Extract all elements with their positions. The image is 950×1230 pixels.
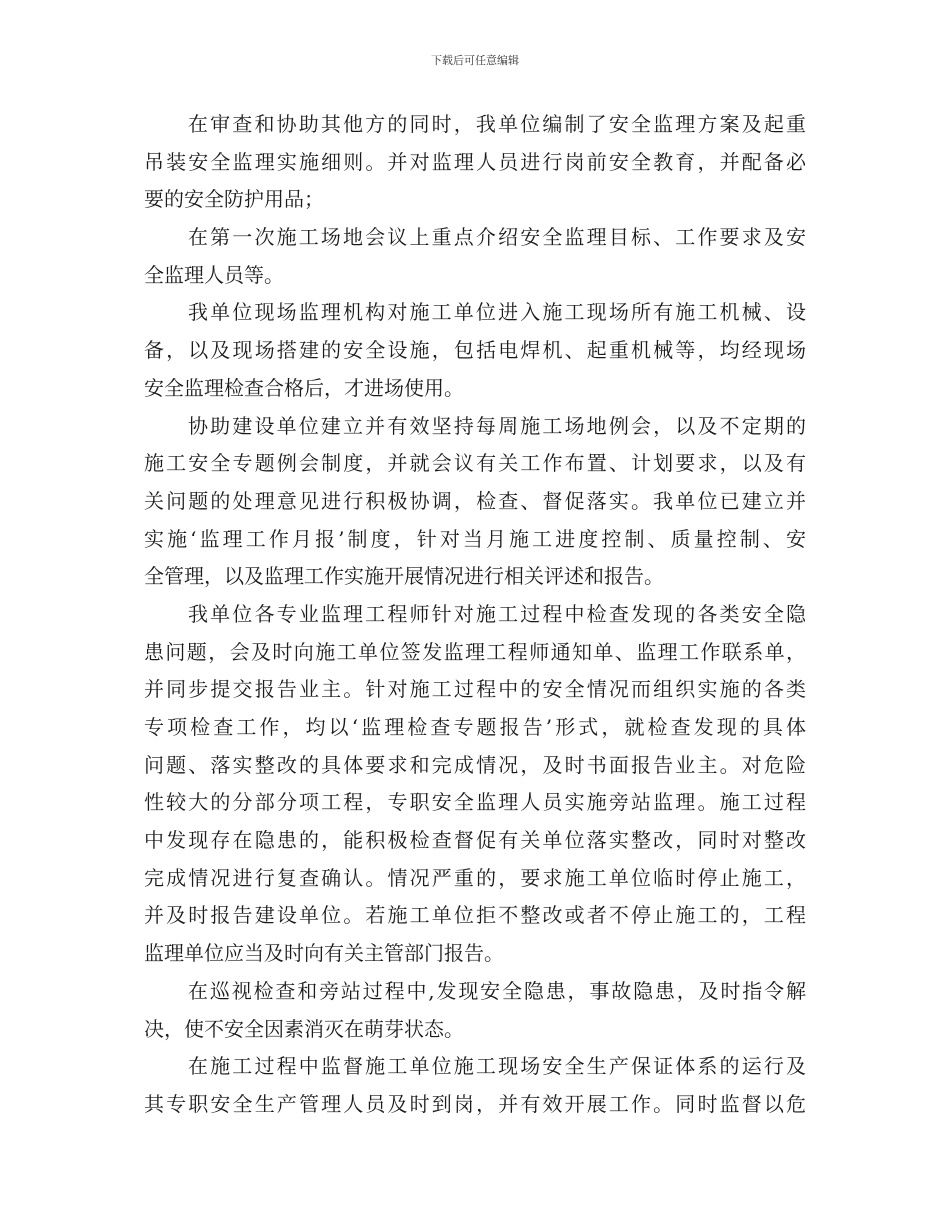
paragraph-line: 关问题的处理意见进行积极协调，检查、督促落实。我单位已建立并 <box>144 488 806 513</box>
paragraph-first-line: 在第一次施工场地会议上重点介绍安全监理目标、工作要求及安 <box>188 225 806 250</box>
paragraph-line: 完成情况进行复查确认。情况严重的，要求施工单位临时停止施工， <box>144 865 806 890</box>
paragraph-line: 备，以及现场搭建的安全设施，包括电焊机、起重机械等，均经现场 <box>144 338 806 363</box>
paragraph-line: 中发现存在隐患的，能积极检查督促有关单位落实整改，同时对整改 <box>144 828 806 853</box>
paragraph-first-line: 在施工过程中监督施工单位施工现场安全生产保证体系的运行及 <box>188 1054 806 1079</box>
paragraph-line: 要的安全防护用品； <box>144 187 324 212</box>
paragraph-line: 全管理，以及监理工作实施开展情况进行相关评述和报告。 <box>144 564 664 589</box>
paragraph-line: 并同步提交报告业主。针对施工过程中的安全情况而组织实施的各类 <box>144 677 806 702</box>
paragraph-line: 并及时报告建设单位。若施工单位拒不整改或者不停止施工的，工程 <box>144 903 806 928</box>
paragraph-line: 性较大的分部分项工程，专职安全监理人员实施旁站监理。施工过程 <box>144 790 806 815</box>
paragraph-line: 患问题，会及时向施工单位签发监理工程师通知单、监理工作联系单， <box>144 639 806 664</box>
paragraph-line: 专项检查工作，均以‘监理检查专题报告’形式，就检查发现的具体 <box>144 715 806 739</box>
paragraph-line: 监理单位应当及时向有关主管部门报告。 <box>144 941 504 966</box>
paragraph-line: 决，使不安全因素消灭在萌芽状态。 <box>144 1016 464 1041</box>
page-header-note: 下载后可任意编辑 <box>431 54 519 67</box>
paragraph-first-line: 我单位各专业监理工程师针对施工过程中检查发现的各类安全隐 <box>188 601 806 626</box>
paragraph-line: 实施‘监理工作月报’制度，针对当月施工进度控制、质量控制、安 <box>144 526 806 551</box>
paragraph-line: 吊装安全监理实施细则。并对监理人员进行岗前安全教育，并配备必 <box>144 149 806 174</box>
paragraph-line: 其专职安全生产管理人员及时到岗，并有效开展工作。同时监督以危 <box>144 1091 806 1116</box>
paragraph-first-line: 在审查和协助其他方的同时，我单位编制了安全监理方案及起重 <box>188 112 806 136</box>
paragraph-line: 全监理人员等。 <box>144 262 284 287</box>
paragraph-line: 问题、落实整改的具体要求和完成情况，及时书面报告业主。对危险 <box>144 752 806 777</box>
paragraph-first-line: 在巡视检查和旁站过程中,发现安全隐患，事故隐患，及时指令解 <box>188 978 806 1003</box>
paragraph-first-line: 协助建设单位建立并有效坚持每周施工场地例会，以及不定期的 <box>188 413 806 438</box>
paragraph-line: 安全监理检查合格后，才进场使用。 <box>144 375 464 400</box>
paragraph-line: 施工安全专题例会制度，并就会议有关工作布置、计划要求，以及有 <box>144 451 806 476</box>
document-body <box>144 106 806 1124</box>
paragraph-first-line: 我单位现场监理机构对施工单位进入施工现场所有施工机械、设 <box>188 300 806 325</box>
